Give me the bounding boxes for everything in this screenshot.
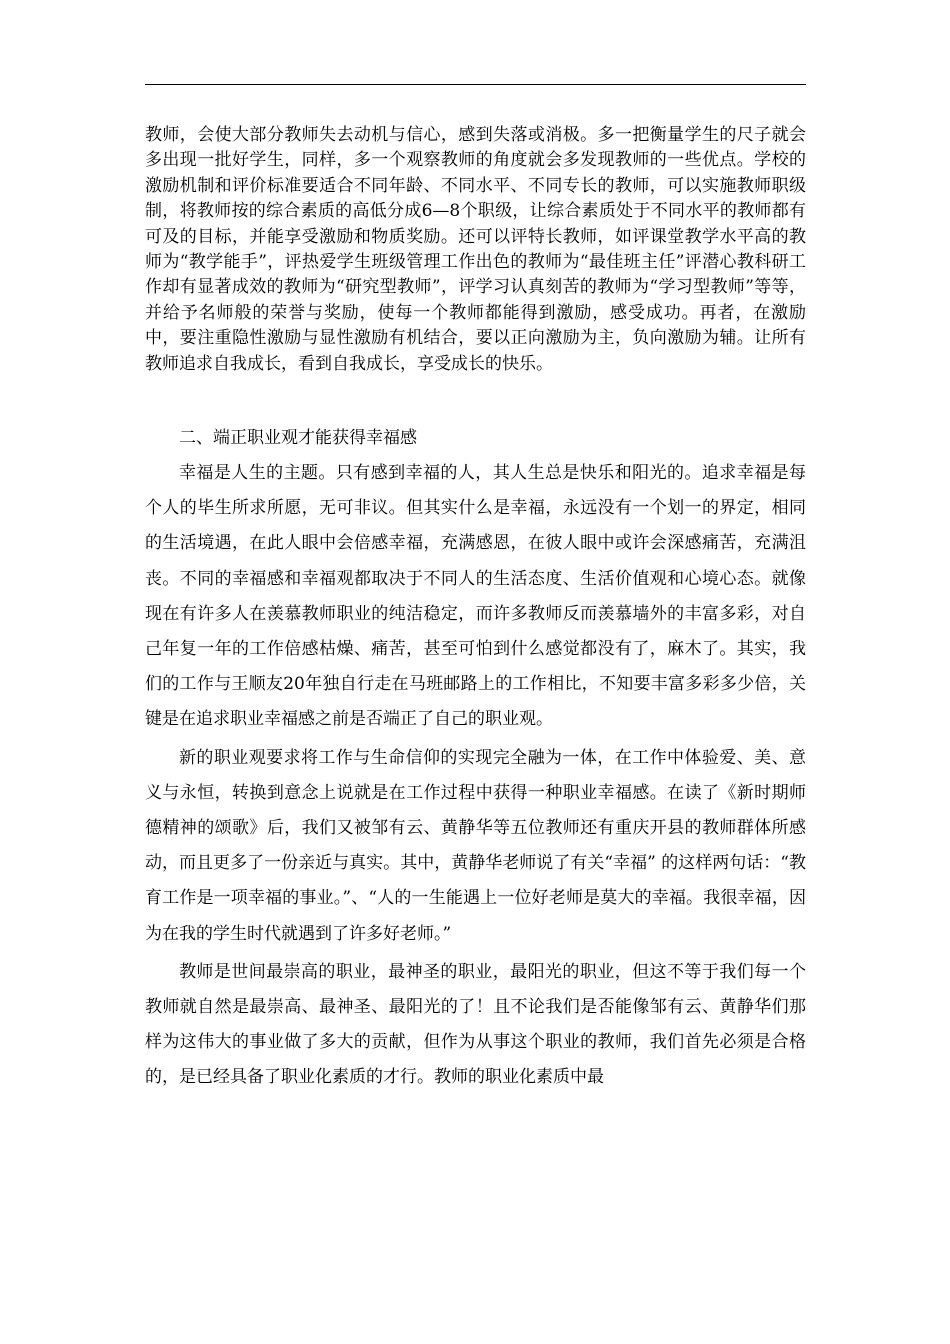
section-two: [145, 426, 806, 1099]
body-paragraph: 教师是世间最崇高的职业，最神圣的职业，最阳光的职业，但这不等于我们每一个教师就自然是最崇高、最神圣、最阳光的了！且不论我们是否能像邹有云、黄静华们那样为这伟大的事业做了多大的贡献，但作为从事这个职业的教师，我们首先必须是合格的，是已经具备了职业化素质的才行。教师的职业化素质中最: [145, 961, 806, 1088]
body-paragraph: 新的职业观要求将工作与生命信仰的实现完全融为一体，在工作中体验爱、美、意义与永恒，转换到意念上说就是在工作过程中获得一种职业幸福感。在读了《新时期师德精神的颂歌》后，我们又被邹有云、黄静华等五位教师还有重庆开县的教师群体所感动，而且更多了一份亲近与真实。其中，黄静华老师说了有关“幸福” 的这样两句话：“教育工作是一项幸福的事业。”、“人的一生能遇上一位好老师是莫大的幸福。我很幸福，因为在我的学生时代就遇到了许多好老师。”: [145, 747, 806, 944]
body-paragraph: 幸福是人生的主题。只有感到幸福的人，其人生总是快乐和阳光的。追求幸福是每个人的毕生所求所愿，无可非议。但其实什么是幸福，永远没有一个划一的界定，相同的生活境遇，在此人眼中会倍感幸福，充满感恩，在彼人眼中或许会深感痛苦，充满沮丧。不同的幸福感和幸福观都取决于不同人的生活态度、生活价值观和心境心态。就像现在有许多人在羡慕教师职业的纯洁稳定，而许多教师反而羡慕墙外的丰富多彩，对自己年复一年的工作倍感枯燥、痛苦，甚至可怕到什么感觉都没有了，麻木了。其实，我们的工作与王顺友20年独自行走在马班邮路上的工作相比，不知要丰富多彩多少倍，关键是在追求职业幸福感之前是否端正了自己的职业观。: [145, 463, 806, 730]
continuation-block: [145, 123, 806, 377]
header-rule: [145, 84, 806, 85]
section-heading: 二、端正职业观才能获得幸福感: [179, 428, 417, 448]
continuation-paragraph: 教师，会使大部分教师失去动机与信心，感到失落或消极。多一把衡量学生的尺子就会多出现一批好学生，同样，多一个观察教师的角度就会多发现教师的一些优点。学校的激励机制和评价标准要适合不同年龄、不同水平、不同专长的教师，可以实施教师职级制，将教师按的综合素质的高低分成6—8个职级，让综合素质处于不同水平的教师都有可及的目标，并能享受激励和物质奖励。还可以评特长教师，如评课堂教学水平高的教师为“教学能手”，评热爱学生班级管理工作出色的教师为“最佳班主任”评潜心教科研工作却有显著成效的教师为“研究型教师”，评学习认真刻苦的教师为“学习型教师”等等，并给予名师般的荣誉与奖励，使每一个教师都能得到激励，感受成功。再者，在激励中，要注重隐性激励与显性激励有机结合，要以正向激励为主，负向激励为辅。让所有教师追求自我成长，看到自我成长，享受成长的快乐。: [145, 125, 806, 374]
